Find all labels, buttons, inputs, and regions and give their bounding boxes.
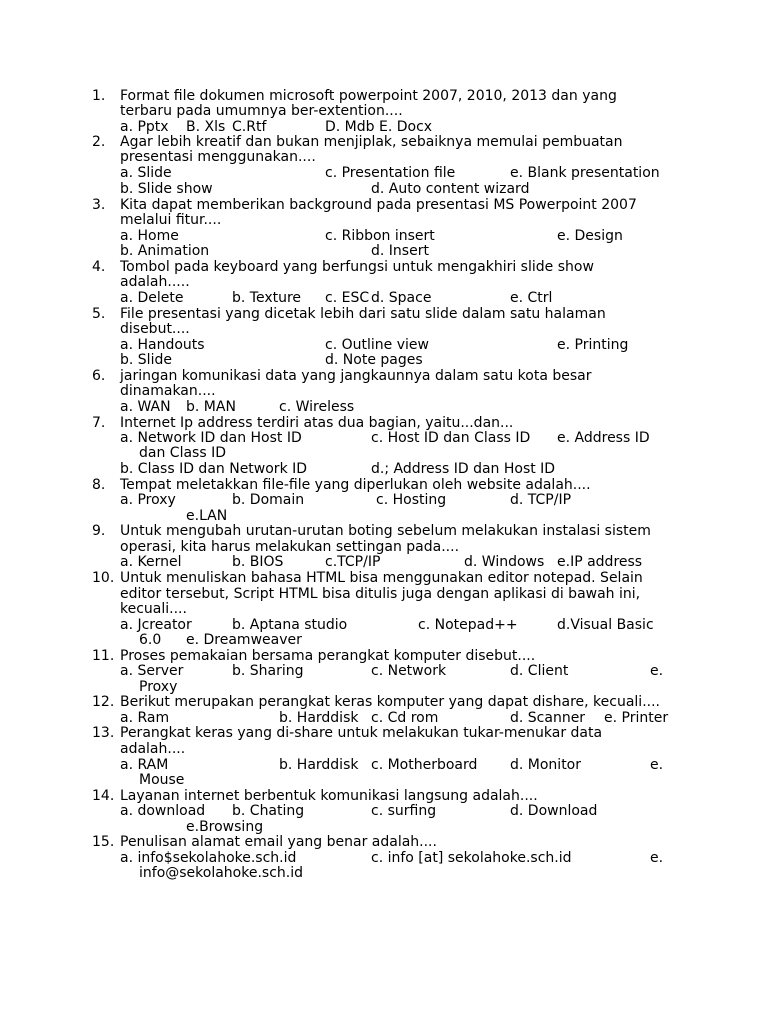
answer-option: e. Printer: [604, 710, 669, 726]
answer-option: c. Ribbon insert: [325, 228, 435, 244]
answer-option: c. Outline view: [325, 337, 429, 353]
answer-option: e. Blank presentation: [510, 165, 660, 181]
question-text: terbaru pada umumnya ber-extention....: [120, 103, 403, 119]
question-text: kecuali....: [120, 601, 187, 617]
question-text: File presentasi yang dicetak lebih dari satu slide dalam satu halaman: [120, 306, 606, 322]
question-number: 1.: [92, 88, 106, 104]
answer-option: e. Address ID: [557, 430, 650, 446]
question-number: 14.: [92, 788, 115, 804]
question-text: Tempat meletakkan file-file yang diperlukan oleh website adalah....: [120, 477, 591, 493]
answer-option: d. Windows: [464, 554, 545, 570]
answer-option: b. Slide: [120, 352, 172, 368]
answer-option: d. Auto content wizard: [371, 181, 530, 197]
answer-option: e.Browsing: [186, 819, 264, 835]
question-text: adalah....: [120, 741, 186, 757]
answer-option: a. Kernel: [120, 554, 182, 570]
answer-option: b. MAN: [186, 399, 236, 415]
question-text: dinamakan....: [120, 383, 216, 399]
answer-option: a. Delete: [120, 290, 184, 306]
answer-option: e.: [650, 663, 664, 679]
answer-option: a. RAM: [120, 757, 169, 773]
answer-option: d. Download: [510, 803, 598, 819]
answer-option: info@sekolahoke.sch.id: [139, 865, 304, 881]
question-number: 15.: [92, 834, 115, 850]
answer-option: Mouse: [139, 772, 185, 788]
answer-option: c. surfing: [371, 803, 437, 819]
question-text: editor tersebut, Script HTML bisa ditulis juga dengan aplikasi di bawah ini,: [120, 586, 641, 602]
answer-option: b. Slide show: [120, 181, 213, 197]
question-number: 9.: [92, 523, 106, 539]
answer-option: a. WAN: [120, 399, 171, 415]
answer-option: c. Presentation file: [325, 165, 456, 181]
question-text: operasi, kita harus melakukan settingan pada....: [120, 539, 460, 555]
question-number: 11.: [92, 648, 115, 664]
answer-option: b. Animation: [120, 243, 210, 259]
answer-option: d.Visual Basic: [557, 617, 654, 633]
answer-option: b. Sharing: [232, 663, 304, 679]
question-text: Kita dapat memberikan background pada presentasi MS Powerpoint 2007: [120, 197, 637, 213]
answer-option: c.TCP/IP: [325, 554, 381, 570]
answer-option: d. Insert: [371, 243, 429, 259]
question-text: Agar lebih kreatif dan bukan menjiplak, sebaiknya memulai pembuatan: [120, 134, 623, 150]
answer-option: a. Slide: [120, 165, 172, 181]
question-text: Internet Ip address terdiri atas dua bagian, yaitu...dan...: [120, 415, 514, 431]
question-number: 12.: [92, 694, 115, 710]
answer-option: d. Monitor: [510, 757, 582, 773]
answer-option: e. Design: [557, 228, 623, 244]
answer-option: d. TCP/IP: [510, 492, 572, 508]
answer-option: e. Printing: [557, 337, 629, 353]
answer-option: Proxy: [139, 679, 178, 695]
answer-option: d.; Address ID dan Host ID: [371, 461, 556, 477]
answer-option: b. Class ID dan Network ID: [120, 461, 308, 477]
answer-option: d. Scanner: [510, 710, 586, 726]
answer-option: c. Host ID dan Class ID: [371, 430, 531, 446]
question-number: 2.: [92, 134, 106, 150]
question-text: Untuk mengubah urutan-urutan boting sebelum melakukan instalasi sistem: [120, 523, 651, 539]
answer-option: c. Network: [371, 663, 447, 679]
question-text: Berikut merupakan perangkat keras komputer yang dapat dishare, kecuali....: [120, 694, 660, 710]
answer-option: e.IP address: [557, 554, 643, 570]
answer-option: a. Proxy: [120, 492, 176, 508]
answer-option: c. ESC: [325, 290, 370, 306]
answer-option: c. Wireless: [279, 399, 355, 415]
answer-option: b. Texture: [232, 290, 302, 306]
answer-option: a. download: [120, 803, 206, 819]
question-number: 10.: [92, 570, 115, 586]
question-text: Layanan internet berbentuk komunikasi langsung adalah....: [120, 788, 538, 804]
question-text: Perangkat keras yang di-share untuk melakukan tukar-menukar data: [120, 725, 603, 741]
answer-option: a. Jcreator: [120, 617, 192, 633]
answer-option: b. BIOS: [232, 554, 284, 570]
question-text: disebut....: [120, 321, 190, 337]
answer-option: c. Hosting: [376, 492, 447, 508]
answer-option: d. Note pages: [325, 352, 423, 368]
answer-option: b. Aptana studio: [232, 617, 348, 633]
question-number: 8.: [92, 477, 106, 493]
answer-option: b. Chating: [232, 803, 305, 819]
question-text: Format file dokumen microsoft powerpoint 2007, 2010, 2013 dan yang: [120, 88, 617, 104]
answer-option: c. Notepad++: [418, 617, 518, 633]
question-text: Proses pemakaian bersama perangkat komputer disebut....: [120, 648, 536, 664]
answer-option: e. Ctrl: [510, 290, 553, 306]
question-number: 7.: [92, 415, 106, 431]
question-number: 13.: [92, 725, 115, 741]
question-text: jaringan komunikasi data yang jangkaunnya dalam satu kota besar: [120, 368, 592, 384]
question-text: presentasi menggunakan....: [120, 149, 316, 165]
question-text: melalui fitur....: [120, 212, 222, 228]
answer-option: e.: [650, 757, 664, 773]
answer-option: a. Home: [120, 228, 179, 244]
answer-option: d. Client: [510, 663, 569, 679]
answer-option: d. Space: [371, 290, 432, 306]
answer-option: a. info$sekolahoke.sch.id: [120, 850, 297, 866]
answer-option: b. Harddisk: [279, 757, 359, 773]
answer-option: a. Pptx: [120, 119, 169, 135]
answer-option: e. Dreamweaver: [186, 632, 302, 648]
question-text: adalah.....: [120, 274, 190, 290]
answer-option: a. Handouts: [120, 337, 205, 353]
question-text: Untuk menuliskan bahasa HTML bisa menggunakan editor notepad. Selain: [120, 570, 643, 586]
question-number: 3.: [92, 197, 106, 213]
answer-option: a. Network ID dan Host ID: [120, 430, 302, 446]
question-number: 5.: [92, 306, 106, 322]
answer-option: B. Xls: [186, 119, 226, 135]
question-number: 4.: [92, 259, 106, 275]
answer-option: b. Domain: [232, 492, 305, 508]
question-text: Penulisan alamat email yang benar adalah....: [120, 834, 437, 850]
answer-option: D. Mdb E. Docx: [325, 119, 433, 135]
answer-option: a. Server: [120, 663, 184, 679]
answer-option: c. info [at] sekolahoke.sch.id: [371, 850, 572, 866]
answer-option: 6.0: [139, 632, 162, 648]
answer-option: dan Class ID: [139, 445, 226, 461]
answer-option: c. Cd rom: [371, 710, 439, 726]
answer-option: C.Rtf: [232, 119, 267, 135]
answer-option: e.: [650, 850, 664, 866]
question-number: 6.: [92, 368, 106, 384]
question-text: Tombol pada keyboard yang berfungsi untuk mengakhiri slide show: [120, 259, 594, 275]
answer-option: e.LAN: [186, 508, 228, 524]
answer-option: b. Harddisk: [279, 710, 359, 726]
answer-option: c. Motherboard: [371, 757, 478, 773]
answer-option: a. Ram: [120, 710, 170, 726]
